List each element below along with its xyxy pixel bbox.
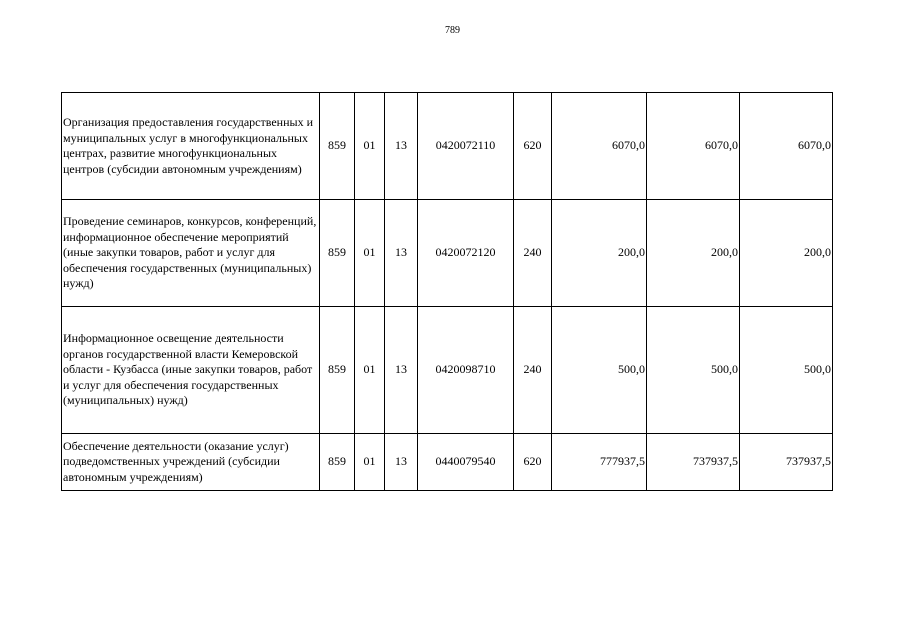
section-code: 01 [355,200,385,307]
ministry-code: 859 [320,434,355,491]
ministry-code: 859 [320,93,355,200]
row-description: Информационное освещение деятельности органов государственной власти Кемеровской области - Кузбасса (иные закупки товаров, работ и услуг для обеспечения государственных (муниципальных) нужд) [62,307,320,434]
row-description: Организация предоставления государственных и муниципальных услуг в многофункциональных центрах, развитие многофункциональных центров (субсидии автономным учреждениям) [62,93,320,200]
target-article-code: 0440079540 [418,434,514,491]
subsection-code: 13 [385,200,418,307]
row-description: Обеспечение деятельности (оказание услуг) подведомственных учреждений (субсидии автономным учреждениям) [62,434,320,491]
expense-type-code: 240 [514,200,552,307]
amount-1: 6070,0 [552,93,647,200]
budget-table [61,92,833,491]
amount-3: 200,0 [740,200,833,307]
page-number: 789 [445,25,460,36]
amount-1: 200,0 [552,200,647,307]
row-description: Проведение семинаров, конкурсов, конференций, информационное обеспечение мероприятий (иные закупки товаров, работ и услуг для обеспечения государственных (муниципальных) нужд) [62,200,320,307]
amount-2: 6070,0 [647,93,740,200]
amount-1: 777937,5 [552,434,647,491]
expense-type-code: 240 [514,307,552,434]
table-row [62,200,833,307]
amount-2: 737937,5 [647,434,740,491]
expense-type-code: 620 [514,434,552,491]
target-article-code: 0420072120 [418,200,514,307]
target-article-code: 0420098710 [418,307,514,434]
subsection-code: 13 [385,307,418,434]
amount-3: 500,0 [740,307,833,434]
amount-2: 200,0 [647,200,740,307]
amount-2: 500,0 [647,307,740,434]
subsection-code: 13 [385,93,418,200]
amount-3: 6070,0 [740,93,833,200]
ministry-code: 859 [320,200,355,307]
table-row [62,307,833,434]
section-code: 01 [355,434,385,491]
target-article-code: 0420072110 [418,93,514,200]
subsection-code: 13 [385,434,418,491]
table-row [62,93,833,200]
section-code: 01 [355,307,385,434]
ministry-code: 859 [320,307,355,434]
amount-1: 500,0 [552,307,647,434]
amount-3: 737937,5 [740,434,833,491]
section-code: 01 [355,93,385,200]
table-row [62,434,833,491]
expense-type-code: 620 [514,93,552,200]
